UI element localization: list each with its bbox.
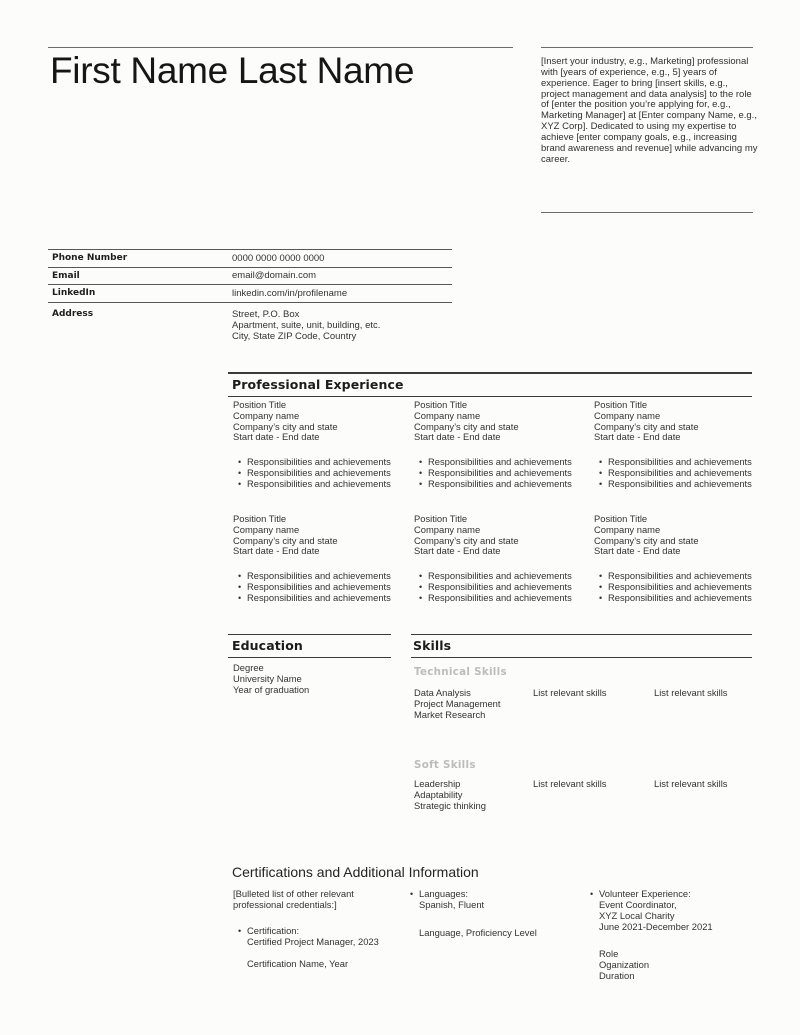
bullet-icon: • [419, 479, 423, 490]
soft-skills-list [414, 779, 486, 811]
bullet-icon: • [599, 479, 603, 490]
volunteer-column [585, 889, 760, 982]
responsibility-text: Responsibilities and achievements [247, 467, 391, 479]
skill-item: Project Management [414, 697, 501, 709]
experience-entry [414, 514, 586, 604]
responsibility-text: Responsibilities and achievements [428, 467, 572, 479]
contact-row-address [48, 302, 452, 348]
responsibility-text: Responsibilities and achievements [608, 592, 752, 604]
email-label: Email [52, 270, 80, 281]
responsibility-item [233, 479, 405, 490]
address-label: Address [52, 308, 94, 319]
skills-top-rule [411, 634, 752, 636]
skills-placeholder: List relevant skills [533, 778, 607, 789]
university-name: University Name [233, 673, 302, 684]
volunteer-org: XYZ Local Charity [599, 909, 675, 921]
company-location: Company’s city and state [414, 534, 519, 546]
volunteer-role: Event Coordinator, [599, 898, 677, 910]
date-range: Start date - End date [594, 431, 681, 443]
bullet-icon: • [599, 593, 603, 604]
languages-label: Languages: [419, 888, 469, 899]
position-title: Position Title [414, 399, 468, 410]
degree: Degree [233, 662, 264, 673]
volunteer-placeholders [585, 949, 760, 981]
skill-item: Adaptability [414, 788, 463, 800]
responsibility-text: Responsibilities and achievements [608, 456, 752, 468]
responsibility-text: Responsibilities and achievements [247, 581, 391, 593]
certification-bullet [233, 926, 386, 937]
address-value [232, 309, 380, 342]
phone-label: Phone Number [52, 253, 128, 264]
volunteer-dates: June 2021-December 2021 [599, 920, 713, 932]
education-bottom-rule [228, 657, 391, 658]
responsibility-item [594, 593, 766, 604]
responsibility-text: Responsibilities and achievements [428, 581, 572, 593]
skill-item: Data Analysis [414, 687, 471, 698]
bullet-icon: • [238, 457, 242, 468]
responsibility-list [233, 571, 405, 604]
date-range: Start date - End date [414, 545, 501, 557]
volunteer-label: Volunteer Experience: [599, 888, 691, 899]
company-name: Company name [233, 409, 300, 421]
responsibility-item [414, 593, 586, 604]
company-location: Company’s city and state [233, 534, 338, 546]
company-name: Company name [594, 409, 661, 421]
summary-top-rule [541, 47, 753, 48]
summary-bottom-rule [541, 212, 753, 213]
position-title: Position Title [233, 513, 287, 524]
responsibility-text: Responsibilities and achievements [247, 592, 391, 604]
skills-placeholder: List relevant skills [654, 687, 728, 698]
position-title: Position Title [233, 399, 287, 410]
experience-entry [594, 400, 766, 490]
bullet-icon: • [419, 457, 423, 468]
date-range: Start date - End date [414, 431, 501, 443]
company-name: Company name [414, 409, 481, 421]
full-name: First Name Last Name [50, 50, 415, 91]
certification-label: Certification: [247, 924, 300, 936]
responsibility-text: Responsibilities and achievements [608, 581, 752, 593]
bullet-icon: • [419, 593, 423, 604]
responsibility-list [233, 457, 405, 490]
company-location: Company’s city and state [594, 420, 699, 432]
responsibility-text: Responsibilities and achievements [608, 467, 752, 479]
phone-value: 0000 0000 0000 0000 [232, 252, 325, 264]
company-location: Company’s city and state [414, 420, 519, 432]
responsibility-text: Responsibilities and achievements [247, 478, 391, 490]
responsibility-item [594, 479, 766, 490]
responsibility-text: Responsibilities and achievements [428, 478, 572, 490]
language-placeholder: Language, Proficiency Level [419, 926, 537, 938]
volunteer-placeholder-role: Role [599, 948, 619, 960]
responsibility-text: Responsibilities and achievements [428, 570, 572, 582]
linkedin-label: LinkedIn [52, 288, 96, 299]
volunteer-placeholder-org: Oganization [599, 959, 650, 971]
professional-summary: [Insert your industry, e.g., Marketing] professional with [years of experience, e.g., 5] years of experience. Eager to bring [insert skills, e.g., project management and data analysis] to the role of [enter the position you’re applying for, e.g., Marketing Manager] at [Enter company Name, e.g., XYZ Corp]. Dedicated to using my expertise to achieve [enter company goals, e.g., increasing brand awareness and revenue] while advancing my career. [541, 56, 758, 165]
bullet-icon: • [238, 468, 242, 479]
certification-detail: Certified Project Manager, 2023 [247, 935, 379, 947]
soft-skills-label: Soft Skills [414, 759, 476, 771]
contact-row-email [48, 267, 452, 285]
certification-item [233, 926, 386, 948]
education-section-title: Education [232, 638, 303, 653]
bullet-icon: • [238, 593, 242, 604]
responsibility-list [594, 571, 766, 604]
bullet-icon: • [419, 571, 423, 582]
bullet-icon: • [599, 582, 603, 593]
contact-table [48, 249, 452, 348]
education-details [233, 662, 309, 695]
language-detail: Spanish, Fluent [419, 898, 485, 910]
bullet-icon: • [238, 582, 242, 593]
responsibility-list [594, 457, 766, 490]
company-location: Company’s city and state [233, 420, 338, 432]
skills-placeholder: List relevant skills [533, 687, 607, 698]
position-title: Position Title [594, 513, 648, 524]
experience-bottom-rule [228, 396, 752, 397]
skill-item: Strategic thinking [414, 799, 486, 811]
bullet-icon: • [238, 925, 242, 936]
responsibility-text: Responsibilities and achievements [247, 570, 391, 582]
volunteer-placeholder-duration: Duration [599, 969, 635, 981]
skills-placeholder: List relevant skills [654, 778, 728, 789]
date-range: Start date - End date [233, 431, 320, 443]
position-title: Position Title [594, 399, 648, 410]
experience-top-rule [228, 372, 752, 374]
name-top-rule [48, 47, 513, 48]
responsibility-item [233, 593, 405, 604]
bullet-icon: • [410, 889, 414, 899]
certifications-column [233, 889, 386, 970]
bullet-icon: • [238, 479, 242, 490]
bullet-icon: • [238, 571, 242, 582]
language-item [405, 889, 565, 911]
skills-section-title: Skills [413, 638, 452, 653]
experience-entry [414, 400, 586, 490]
company-name: Company name [594, 523, 661, 535]
experience-entry [233, 514, 405, 604]
address-line: Apartment, suite, unit, building, etc. [232, 319, 381, 331]
company-location: Company’s city and state [594, 534, 699, 546]
volunteer-item [585, 889, 760, 932]
experience-section-title: Professional Experience [232, 377, 404, 392]
skill-item: Leadership [414, 778, 461, 789]
responsibility-list [414, 457, 586, 490]
address-line: City, State ZIP Code, Country [232, 330, 357, 342]
position-title: Position Title [414, 513, 468, 524]
company-name: Company name [233, 523, 300, 535]
technical-skills-list [414, 688, 501, 720]
responsibility-text: Responsibilities and achievements [608, 478, 752, 490]
bullet-icon: • [419, 582, 423, 593]
skill-item: Market Research [414, 708, 486, 720]
responsibility-text: Responsibilities and achievements [428, 456, 572, 468]
responsibility-text: Responsibilities and achievements [608, 570, 752, 582]
bullet-icon: • [599, 571, 603, 582]
address-line: Street, P.O. Box [232, 308, 300, 320]
bullet-icon: • [599, 468, 603, 479]
experience-entry [233, 400, 405, 490]
company-name: Company name [414, 523, 481, 535]
responsibility-item [414, 479, 586, 490]
certifications-section-title: Certifications and Additional Information [232, 864, 479, 880]
languages-column [405, 889, 565, 939]
responsibility-text: Responsibilities and achievements [247, 456, 391, 468]
education-top-rule [228, 634, 391, 636]
contact-row-linkedin [48, 284, 452, 302]
date-range: Start date - End date [594, 545, 681, 557]
certification-placeholder: Certification Name, Year [247, 958, 349, 970]
bullet-icon: • [419, 468, 423, 479]
responsibility-list [414, 571, 586, 604]
date-range: Start date - End date [233, 545, 320, 557]
technical-skills-label: Technical Skills [414, 666, 507, 678]
graduation-year: Year of graduation [233, 684, 310, 695]
bullet-icon: • [599, 457, 603, 468]
credentials-intro: [Bulleted list of other relevant professional credentials:] [233, 888, 354, 910]
responsibility-text: Responsibilities and achievements [428, 592, 572, 604]
linkedin-value: linkedin.com/in/profilename [232, 287, 348, 299]
skills-bottom-rule [411, 657, 752, 658]
email-value: email@domain.com [232, 270, 317, 282]
bullet-icon: • [590, 889, 594, 899]
experience-entry [594, 514, 766, 604]
contact-row-phone [48, 249, 452, 267]
